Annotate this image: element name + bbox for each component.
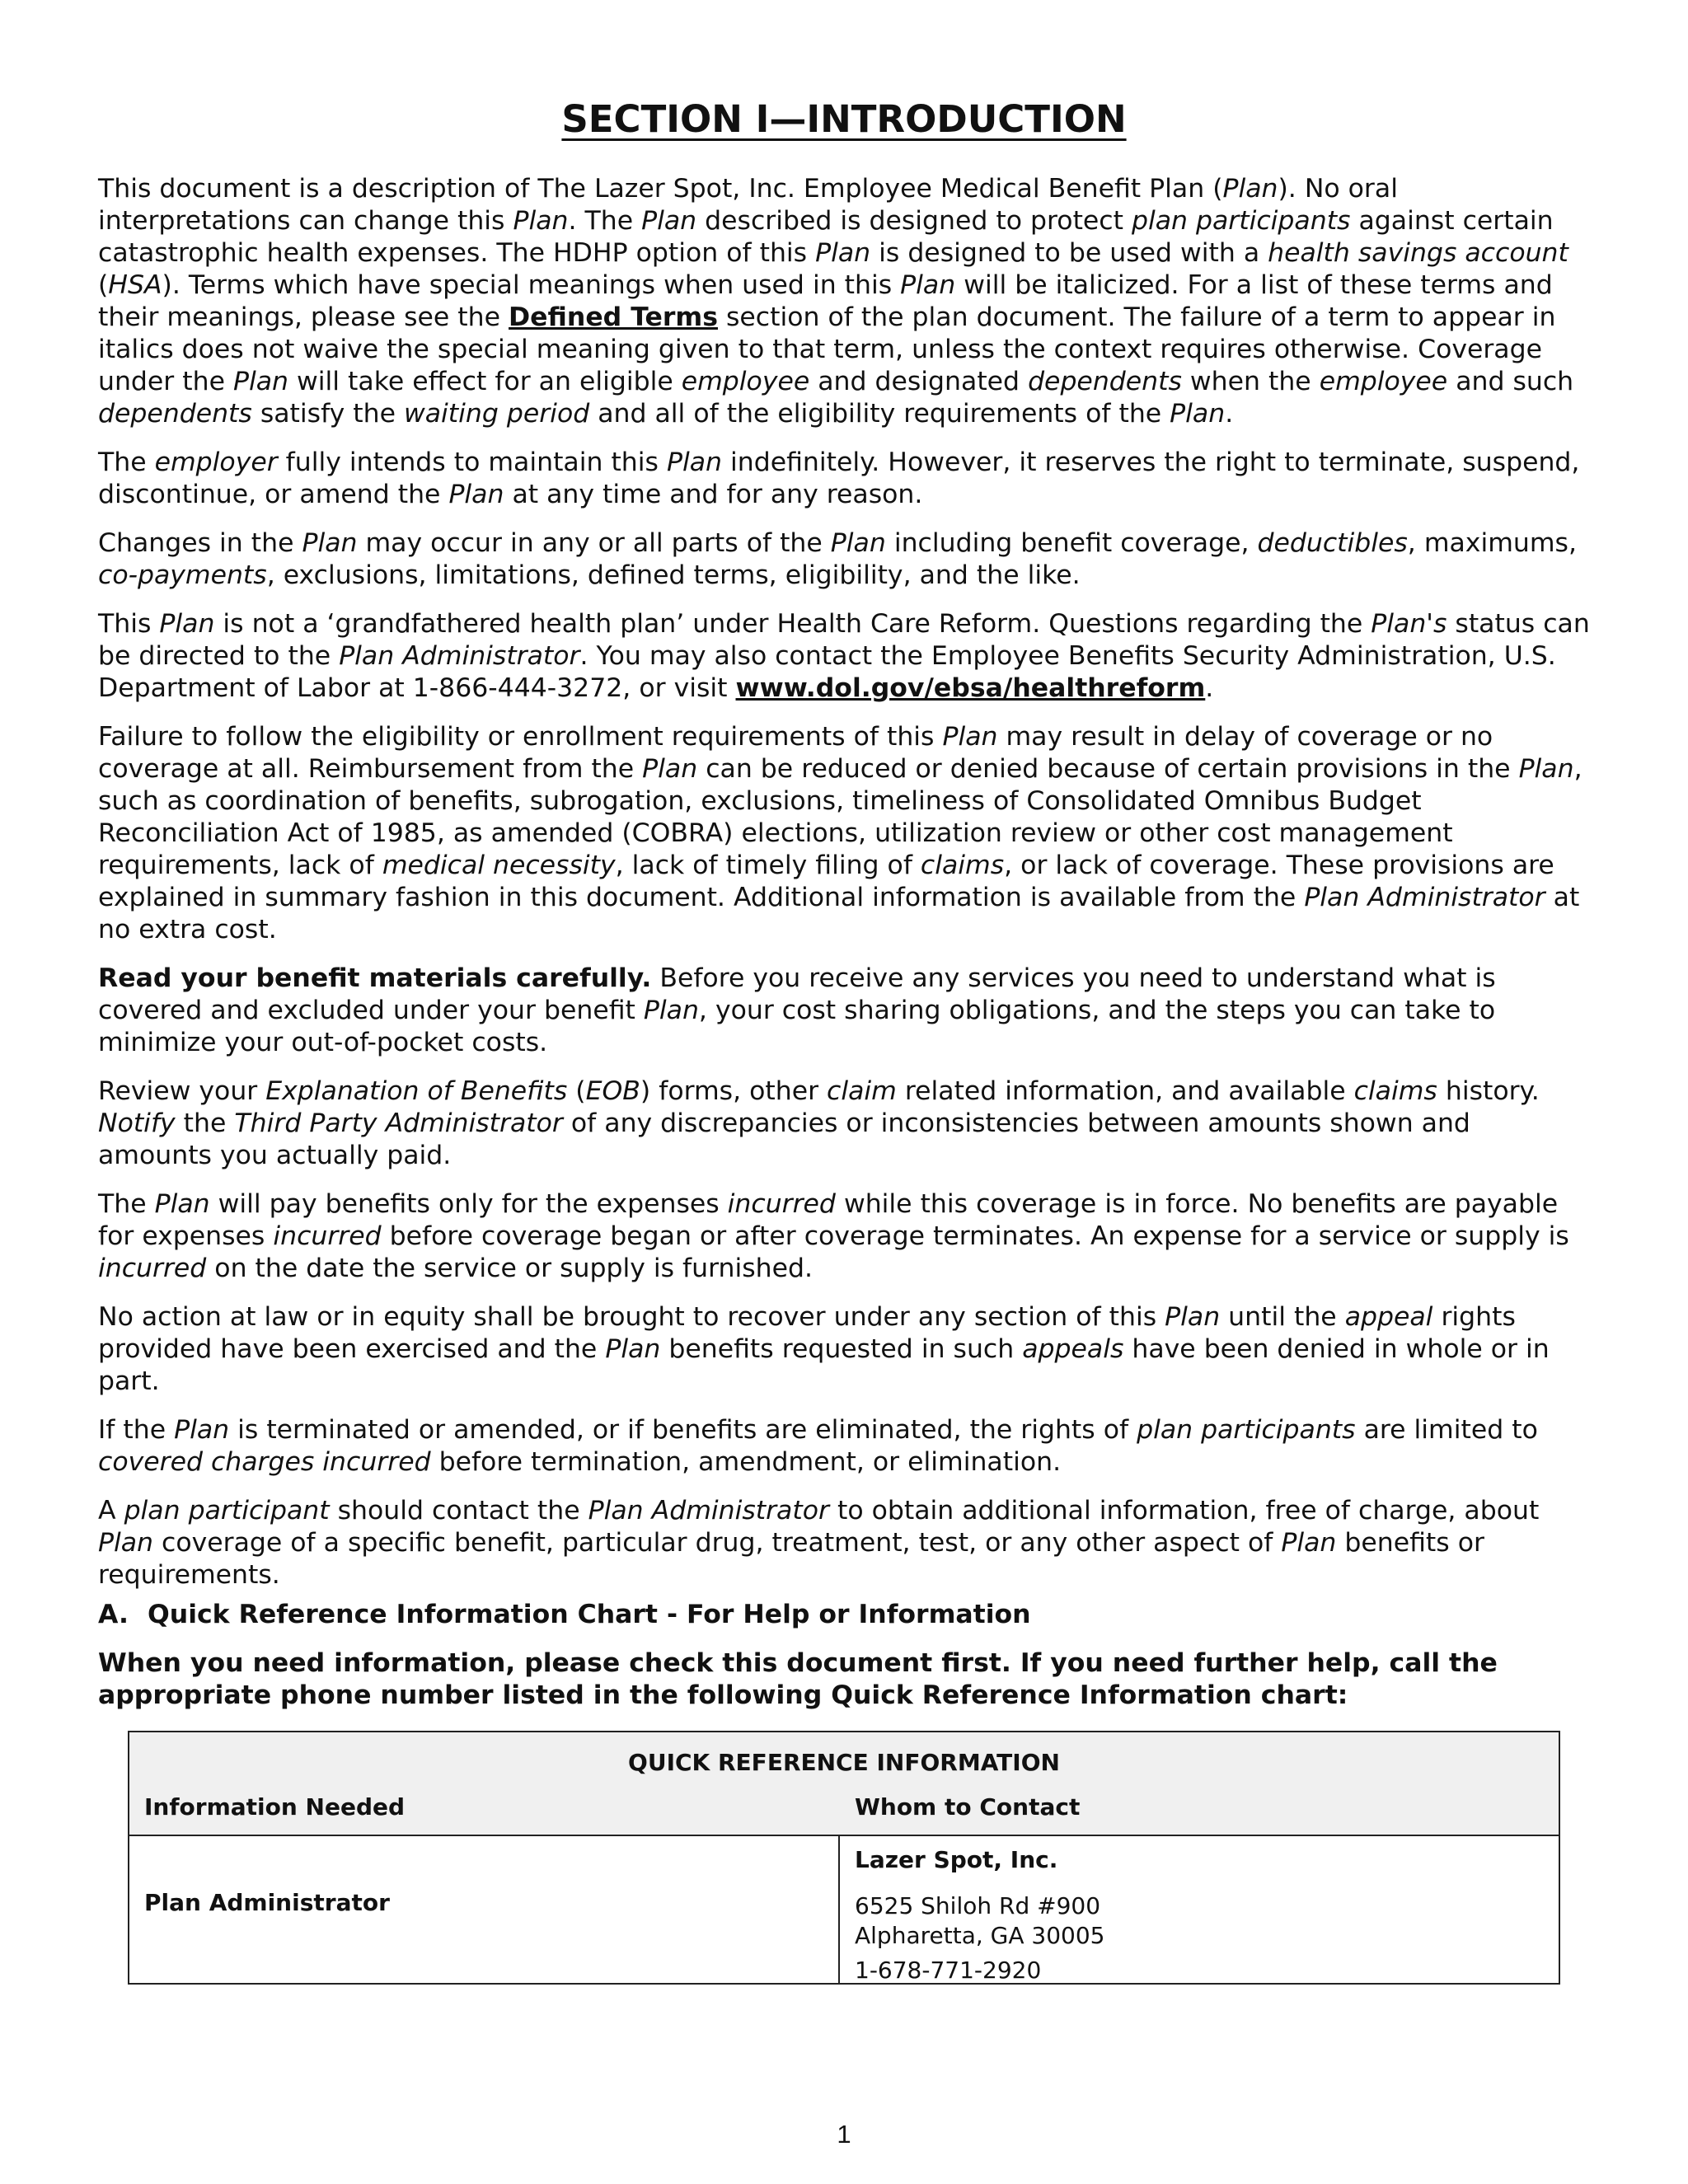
section-a — [98, 1599, 1590, 1712]
section-a-intro: When you need information, please check this document first. If you need further help, call the appropriate phone number listed in the following Quick Reference Information chart: — [98, 1648, 1498, 1710]
section-title: SECTION I—INTRODUCTION — [561, 97, 1127, 141]
row-label-plan-administrator: Plan Administrator — [144, 1889, 390, 1916]
table-title: QUICK REFERENCE INFORMATION — [628, 1749, 1060, 1776]
contact-address-line1: 6525 Shiloh Rd #900 — [855, 1892, 1101, 1919]
contact-company: Lazer Spot, Inc. — [855, 1846, 1058, 1873]
paragraph-grandfathered: This Plan is not a ‘grandfathered health plan’ under Health Care Reform. Questions regarding the Plan's status can be directed to the Plan Administrator. You may also contact the Employee Benefits Security Administration, U.S. Department of Labor at 1-866-444-3272, or visit www.dol.gov/ebsa/healthreform. — [98, 609, 1590, 703]
contact-phone: 1-678-771-2920 — [855, 1957, 1042, 1984]
column-header-information-needed: Information Needed — [144, 1793, 406, 1821]
paragraph-read-materials: Read your benefit materials carefully. Before you receive any services you need to understand what is covered and excluded under your benefit Plan, your cost sharing obligations, and the steps you can take to minimize your out-of-pocket costs. — [98, 963, 1496, 1057]
table-row — [129, 1835, 1559, 1984]
paragraph-contact: A plan participant should contact the Plan Administrator to obtain additional information, free of charge, about Plan coverage of a specific benefit, particular drug, treatment, test, or any other aspect of Plan benefits or requirements. — [98, 1496, 1540, 1590]
quick-reference-table — [128, 1731, 1560, 1985]
column-header-whom-to-contact: Whom to Contact — [855, 1793, 1081, 1821]
table-header-row — [129, 1732, 1559, 1835]
paragraph-incurred: The Plan will pay benefits only for the expenses incurred while this coverage is in force. No benefits are payable for expenses incurred before coverage began or after coverage terminates. An expense for a service or supply is incurred on the date the service or supply is furnished. — [98, 1189, 1569, 1283]
defined-terms-link[interactable]: Defined Terms — [509, 302, 718, 332]
intro-body — [98, 173, 1590, 1608]
paragraph-legal-action: No action at law or in equity shall be brought to recover under any section of this Plan until the appeal rights provided have been exercised and the Plan benefits requested in such appeals have been denied in whole or in part. — [98, 1302, 1550, 1396]
paragraph-termination: If the Plan is terminated or amended, or if benefits are eliminated, the rights of plan participants are limited to covered charges incurred before termination, amendment, or elimination. — [98, 1415, 1538, 1477]
dol-healthreform-link[interactable]: www.dol.gov/ebsa/healthreform — [735, 673, 1206, 703]
section-a-heading: A. Quick Reference Information Chart - For Help or Information — [98, 1600, 1031, 1629]
paragraph-failure: Failure to follow the eligibility or enrollment requirements of this Plan may result in delay of coverage or no coverage at all. Reimbursement from the Plan can be reduced or denied because of certain provisions in the Plan, such as coordination of benefits, subrogation, exclusions, timeliness of Consolidated Omnibus Budget Reconciliation Act of 1985, as amended (COBRA) elections, utilization review or other cost management requirements, lack of medical necessity, lack of timely filing of claims, or lack of coverage. These provisions are explained in summary fashion in this document. Additional information is available from the Plan Administrator at no extra cost. — [98, 722, 1582, 944]
contact-address-line2: Alpharetta, GA 30005 — [855, 1922, 1105, 1949]
paragraph-eob: Review your Explanation of Benefits (EOB) forms, other claim related information, and available claims history. Notify the Third Party Administrator of any discrepancies or inconsistencies between amounts shown and amounts you actually paid. — [98, 1076, 1540, 1170]
paragraph-changes: Changes in the Plan may occur in any or all parts of the Plan including benefit coverage, deductibles, maximums, co-payments, exclusions, limitations, defined terms, eligibility, and the like. — [98, 528, 1577, 590]
paragraph-description: This document is a description of The Lazer Spot, Inc. Employee Medical Benefit Plan (Plan). No oral interpretations can change this Plan. The Plan described is designed to protect plan participants against certain catastrophic health expenses. The HDHP option of this Plan is designed to be used with a health savings account (HSA). Terms which have special meanings when used in this Plan will be italicized. For a list of these terms and their meanings, please see the Defined Terms section of the plan document. The failure of a term to appear in italics does not waive the special meaning given to that term, unless the context requires otherwise. Coverage under the Plan will take effect for an eligible employee and designated dependents when the employee and such dependents satisfy the waiting period and all of the eligibility requirements of the Plan. — [98, 174, 1574, 429]
paragraph-employer: The employer fully intends to maintain this Plan indefinitely. However, it reserves the right to terminate, suspend, discontinue, or amend the Plan at any time and for any reason. — [98, 448, 1580, 509]
page-number: 1 — [837, 2120, 851, 2149]
